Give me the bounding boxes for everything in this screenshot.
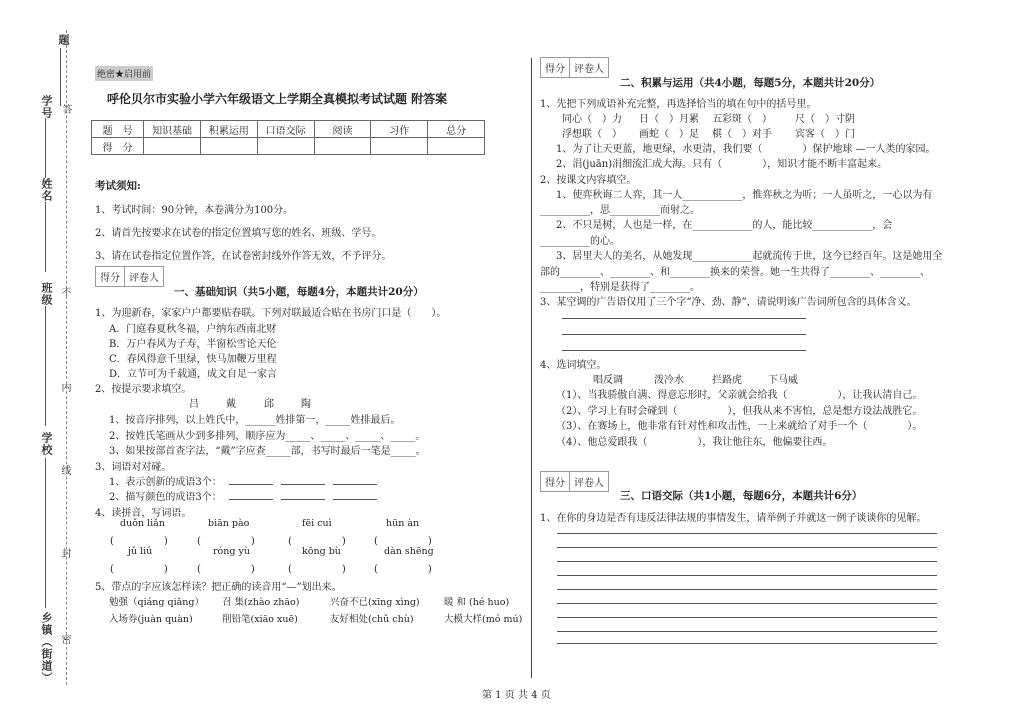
seal-dashed-line xyxy=(66,30,67,685)
answer-parens: ( ) xyxy=(374,536,432,547)
notice-item: 1、考试时间：90分钟，本卷满分为100分。 xyxy=(95,205,294,216)
s2-q2-line: 2、不只是树，人也是一样，在____________的人，能比较____________，会 xyxy=(556,220,893,231)
answer-line[interactable] xyxy=(557,603,937,604)
s1-q1-option: C．春风得意千里绿，快马加鞭万里程 xyxy=(109,354,277,365)
word-option: 泼冷水 xyxy=(654,375,684,386)
binding-label-xian: 线 xyxy=(59,465,70,475)
binding-label-mi: 密 xyxy=(59,634,70,644)
binding-label-xuehao: 学号 xyxy=(40,95,53,119)
answer-line[interactable] xyxy=(557,533,937,534)
pinyin: fēi cuì xyxy=(302,518,332,529)
s1-q5-word: 勉强（qiáng qiǎng） xyxy=(109,597,204,608)
binding-line xyxy=(45,118,46,178)
score-cell[interactable] xyxy=(428,138,485,155)
grader-box-score: 得分 xyxy=(545,478,565,489)
idiom: 尺（ ）寸阴 xyxy=(795,114,855,125)
binding-line xyxy=(45,202,46,272)
s1-q5-word: 削铅笔(xiāo xuē) xyxy=(222,614,298,625)
grader-box-score: 得分 xyxy=(545,64,565,75)
s2-q1-sub: 2、涓(juān)涓细流汇成大海。只有（ ），知识才能不断丰富起来。 xyxy=(556,159,888,170)
s1-q2-item: 3、如果按部首查字法，“戴”字应查_____部，书写时最后一笔是_____。 xyxy=(109,446,426,457)
s2-q1-sub: 1、为了让天更蓝，地更绿，水更清，我们要（ ）保护地球 —一人类的家园。 xyxy=(556,144,936,155)
s2-q4-item: （3）、在赛场上，他非常有针对性和攻击性，一上来就给了对手一个（ ）。 xyxy=(556,421,923,432)
answer-parens: ( ) xyxy=(288,536,346,547)
score-table-header: 口语交际 xyxy=(257,121,314,138)
s1-q1-option: D．立节可为千载通，成文自足一家言 xyxy=(109,369,278,380)
answer-blank[interactable] xyxy=(333,484,377,485)
answer-line[interactable] xyxy=(557,589,937,590)
answer-blank[interactable] xyxy=(281,499,325,500)
grader-box-grader: 评卷人 xyxy=(569,472,608,491)
answer-parens: ( ) xyxy=(374,564,432,575)
answer-parens: ( ) xyxy=(110,564,168,575)
binding-label-ti: 题 xyxy=(57,34,70,46)
answer-blank[interactable] xyxy=(281,484,325,485)
s1-q5-word: 暖 和 (hé huo) xyxy=(444,597,510,608)
score-table-header: 知识基础 xyxy=(144,121,201,138)
idiom: 棋（ ）对手 xyxy=(712,129,772,140)
s1-q1: 1、为迎新春，家家户户都要贴春联。下列对联最适合贴在书房门口是（ ）。 xyxy=(95,308,447,319)
s1-q2-name: 戴 xyxy=(226,399,236,410)
score-table xyxy=(91,120,485,155)
s2-q1: 1、先把下列成语补充完整，再选择恰当的填在句中的括号里。 xyxy=(540,99,817,110)
answer-parens: ( ) xyxy=(110,536,168,547)
grader-box-score: 得分 xyxy=(100,273,120,284)
s1-q1-option: B．万户春风为子寿，半窗松雪论天伦 xyxy=(109,339,277,350)
answer-parens: ( ) xyxy=(197,564,255,575)
section2-title: 二、积累与运用（共4小题，每题5分，本题共计20分） xyxy=(620,77,881,89)
page-number: 第 1 页 共 4 页 xyxy=(482,690,551,701)
score-table-score-row xyxy=(92,138,485,155)
idiom: 宾客（ ）门 xyxy=(795,129,855,140)
score-table-header: 总分 xyxy=(428,121,485,138)
pinyin: duǒn liǎn xyxy=(120,518,165,529)
pinyin: róng yù xyxy=(213,546,250,557)
s1-q2-item: 1、按音序排列，以上姓氏中，______姓排第一，_____姓排最后。 xyxy=(109,415,401,426)
s2-q4-item: （2）、学习上有时会碰到（ ），但我从来不害怕，总是想方设法战胜它。 xyxy=(556,406,923,417)
score-cell[interactable] xyxy=(257,138,314,155)
notice-item: 3、请在试卷指定位置作答，在试卷密封线外作答无效，不予评分。 xyxy=(95,251,392,262)
binding-line xyxy=(45,458,46,608)
word-option: 下马威 xyxy=(768,375,798,386)
section3-title: 三、口语交际（共1小题，每题6分，本题共计6分） xyxy=(620,490,863,502)
word-option: 拦路虎 xyxy=(712,375,742,386)
answer-line[interactable] xyxy=(557,561,937,562)
grader-box xyxy=(540,57,609,78)
score-table-header: 积累运用 xyxy=(200,121,257,138)
binding-label-banji: 班级 xyxy=(40,282,53,306)
binding-label-xingming: 姓名 xyxy=(40,178,53,202)
answer-line[interactable] xyxy=(562,318,806,319)
score-table-header-row xyxy=(92,121,485,138)
score-cell[interactable] xyxy=(144,138,201,155)
s1-q1-option: A．门庭春夏秋冬福，户纳东西南北财 xyxy=(109,324,277,335)
s2-q4: 4、选词填空。 xyxy=(540,360,607,371)
notice-title: 考试须知: xyxy=(95,180,141,192)
s1-q2-name: 吕 xyxy=(189,399,199,410)
column-divider xyxy=(531,58,532,678)
score-cell[interactable] xyxy=(200,138,257,155)
page-title: 呼伦贝尔市实验小学六年级语文上学期全真模拟考试试题 附答案 xyxy=(107,92,448,106)
score-table-header: 题 号 xyxy=(92,121,144,138)
binding-label-bu: 不 xyxy=(59,287,70,297)
binding-label-nei: 内 xyxy=(59,382,70,392)
word-option: 唱反调 xyxy=(593,375,623,386)
answer-line[interactable] xyxy=(562,334,806,335)
answer-blank[interactable] xyxy=(333,499,377,500)
pinyin: jǔ liú xyxy=(128,546,153,557)
s1-q3-item: 1、表示创新的成语3个： xyxy=(109,477,222,488)
binding-line xyxy=(60,48,61,106)
score-table-header: 阅读 xyxy=(314,121,371,138)
s2-q2-line: __________，思__________而射之。 xyxy=(540,205,700,216)
s1-q5-word: 入场券(juàn quàn) xyxy=(109,614,193,625)
s2-q2-line: __________的心。 xyxy=(540,236,620,247)
answer-line[interactable] xyxy=(557,617,937,618)
pinyin: hūn àn xyxy=(386,518,420,529)
s1-q2: 2、按提示要求填空。 xyxy=(95,384,192,395)
score-table-header: 习作 xyxy=(371,121,428,138)
idiom: 五彩斑（ ） xyxy=(712,114,772,125)
grader-box xyxy=(95,266,164,287)
s1-q3-item: 2、描写颜色的成语3个： xyxy=(109,492,222,503)
s2-q2: 2、按课文内容填空。 xyxy=(540,175,637,186)
s1-q4: 4、读拼音，写词语。 xyxy=(95,508,192,519)
idiom: 浮想联（ ） xyxy=(562,129,622,140)
s1-q5-word: 召 集(zhào zhāo) xyxy=(222,597,300,608)
section1-title: 一、基础知识（共5小题，每题4分，本题共计20分） xyxy=(174,286,424,298)
s1-q5-word: 大模大样(mó mú) xyxy=(444,614,523,625)
answer-line[interactable] xyxy=(557,575,937,576)
binding-label-feng: 封 xyxy=(59,548,70,558)
answer-line[interactable] xyxy=(562,350,806,351)
s1-q2-name: 陶 xyxy=(301,399,311,410)
s2-q2-line: 1、使弈秋诲二人弈，其一人____________，惟弈秋之为听；一人虽听之，一心以为有 xyxy=(556,190,933,201)
idiom: 画蛇（ ）足 xyxy=(639,129,699,140)
grader-box-grader: 评卷人 xyxy=(124,267,163,286)
pinyin: kōng bù xyxy=(302,546,341,557)
idiom: 日（ ）月累 xyxy=(639,114,699,125)
answer-blank[interactable] xyxy=(229,499,273,500)
answer-line[interactable] xyxy=(557,547,937,548)
s1-q5: 5、带点的字应该怎样读？把正确的读音用“—”划出来。 xyxy=(95,582,342,593)
score-cell[interactable] xyxy=(314,138,371,155)
s1-q2-item: 2、按姓氏笔画从少到多排列，顺序应为_____、_____、_____、_____。 xyxy=(109,431,426,442)
binding-label-xiangzhen: 乡镇（街道） xyxy=(40,612,53,684)
binding-label-da: 答 xyxy=(60,104,71,114)
score-table-row-label: 得 分 xyxy=(92,138,144,155)
answer-blank[interactable] xyxy=(229,484,273,485)
s1-q2-name: 邱 xyxy=(264,399,274,410)
pinyin: biān pào xyxy=(208,518,250,529)
s2-q3: 3、某空调的广告语仅用了三个字“净、劲、静”，请说明该广告词所包含的具体含义。 xyxy=(540,297,917,308)
binding-label-xuexiao: 学校 xyxy=(40,432,53,456)
idiom: 同心（ ）力 xyxy=(562,114,622,125)
grader-box-grader: 评卷人 xyxy=(569,58,608,77)
score-cell[interactable] xyxy=(371,138,428,155)
s2-q2-line: 3、居里夫人的美名，从她发现____________起就流传于世，这今已经百年。这是她用全 xyxy=(556,251,943,262)
grader-box xyxy=(540,471,609,492)
s2-q2-line: ________，特别是获得了________。 xyxy=(540,282,700,293)
s3-q1: 1、在你的身边是否有违反法律法规的事情发生，请举例子并就这一例子谈谈你的见解。 xyxy=(540,513,927,524)
answer-line[interactable] xyxy=(557,631,937,632)
s2-q2-line: 部的________、________、和________换来的荣誉。她一生共得了________、________、 xyxy=(540,267,930,278)
s1-q5-word: 兴奋不已(xīng xìng) xyxy=(330,597,420,608)
answer-parens: ( ) xyxy=(288,564,346,575)
notice-item: 2、请首先按要求在试卷的指定位置填写您的姓名、班级、学号。 xyxy=(95,228,382,239)
answer-parens: ( ) xyxy=(197,536,255,547)
s1-q5-word: 友好相处(chǔ chù) xyxy=(330,614,414,625)
s2-q4-item: （4）、他总爱跟我（ ），我让他往东，他偏要往西。 xyxy=(556,437,833,448)
pinyin: dàn shēng xyxy=(384,546,434,557)
answer-line[interactable] xyxy=(557,643,937,644)
s2-q4-item: （1）、当我骄傲自满、得意忘形时，父亲就会给我（ ），让我认清自己。 xyxy=(556,390,923,401)
secret-label: 绝密★启用前 xyxy=(95,66,153,81)
binding-line xyxy=(45,306,46,426)
s1-q3: 3、词语对对碰。 xyxy=(95,462,172,473)
